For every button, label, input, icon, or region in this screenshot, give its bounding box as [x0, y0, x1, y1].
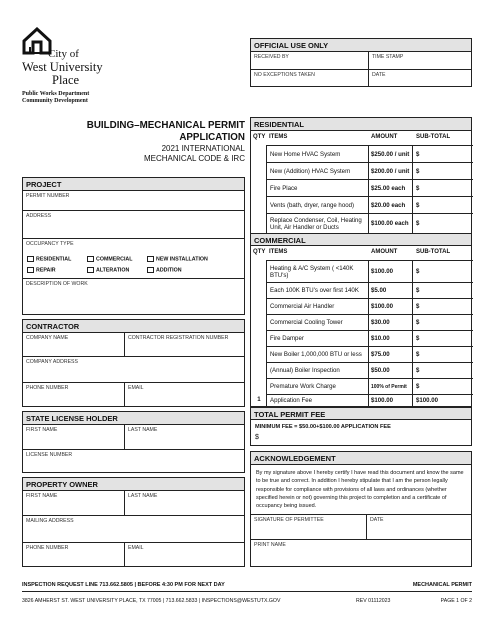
- amount-cell: 100% of Permit: [369, 378, 413, 394]
- license-first-name-label: FIRST NAME: [26, 427, 58, 433]
- subtitle-line2: MECHANICAL CODE & IRC: [143, 154, 245, 163]
- owner-email-label: EMAIL: [128, 545, 144, 551]
- registration-field[interactable]: [125, 333, 244, 357]
- company-name-field[interactable]: [23, 333, 125, 357]
- mailing-address-field[interactable]: [23, 516, 244, 543]
- residential-title: RESIDENTIAL: [251, 118, 471, 131]
- new-installation-option-label: NEW INSTALLATION: [156, 256, 208, 263]
- residential-option-label: RESIDENTIAL: [36, 256, 72, 263]
- residential-amount-header: AMOUNT: [371, 134, 398, 140]
- repair-option-label: REPAIR: [36, 267, 56, 274]
- license-holder-title: STATE LICENSE HOLDER: [23, 412, 244, 425]
- item-cell: Commercial Cooling Tower: [266, 314, 369, 330]
- subtotal-cell[interactable]: $: [413, 282, 473, 298]
- acknowledgement-text: By my signature above I hereby certify I have read this document and know the same to be true and correct. In addition I hereby stipulate that I am the person legally responsible for compliance with provisions of all laws and ordinances (whether specified herein or not) governing this project to completion and a certificate of occupancy being issued.: [256, 470, 464, 510]
- addition-option-label: ADDITION: [156, 267, 182, 274]
- checkbox-icon: [87, 267, 94, 273]
- subtotal-cell[interactable]: $: [413, 260, 473, 282]
- total-fee-title: TOTAL PERMIT FEE: [251, 407, 471, 420]
- commercial-row: [251, 378, 471, 394]
- owner-first-name-field[interactable]: [23, 491, 125, 516]
- checkbox-icon: [87, 256, 94, 262]
- subtotal-cell[interactable]: $: [413, 213, 473, 233]
- form-title: [60, 120, 245, 164]
- alteration-option-label: ALTERATION: [96, 267, 130, 274]
- amount-cell: $20.00 each: [369, 196, 413, 213]
- description-label: DESCRIPTION OF WORK: [26, 281, 88, 287]
- item-cell: Fire Place: [266, 179, 369, 196]
- residential-qty-header: QTY: [253, 134, 266, 140]
- item-cell: New Home HVAC System: [266, 145, 369, 162]
- project-section: [22, 177, 245, 315]
- amount-cell: $30.00: [369, 314, 413, 330]
- license-number-field[interactable]: [23, 450, 244, 472]
- repair-checkbox[interactable]: [27, 267, 56, 274]
- item-cell: Vents (bath, dryer, range hood): [266, 196, 369, 213]
- ack-date-field[interactable]: [367, 514, 471, 540]
- subtotal-cell[interactable]: $: [413, 162, 473, 179]
- official-date-cell: [369, 70, 471, 86]
- residential-row: [251, 162, 471, 179]
- total-fee-section: [250, 407, 472, 446]
- amount-cell: $25.00 each: [369, 179, 413, 196]
- amount-cell: $200.00 / unit: [369, 162, 413, 179]
- address-field[interactable]: [23, 211, 244, 239]
- contractor-email-label: EMAIL: [128, 385, 144, 391]
- subtotal-cell[interactable]: $: [413, 378, 473, 394]
- commercial-row: [251, 314, 471, 330]
- item-cell: Application Fee: [266, 394, 369, 406]
- item-cell: New (Addition) HVAC System: [266, 162, 369, 179]
- item-cell: Commercial Air Handler: [266, 298, 369, 314]
- org-line1: City of: [48, 48, 79, 60]
- time-stamp-label: TIME STAMP: [372, 54, 404, 60]
- contractor-section: [22, 319, 245, 407]
- amount-cell: $250.00 / unit: [369, 145, 413, 162]
- checkbox-icon: [147, 256, 154, 262]
- subtotal-cell[interactable]: $: [413, 179, 473, 196]
- license-holder-section: [22, 411, 245, 473]
- company-address-label: COMPANY ADDRESS: [26, 359, 78, 365]
- print-name-label: PRINT NAME: [254, 542, 286, 548]
- commercial-checkbox[interactable]: [87, 256, 133, 263]
- company-address-field[interactable]: [23, 357, 244, 383]
- commercial-option-label: COMMERCIAL: [96, 256, 133, 263]
- residential-checkbox[interactable]: [27, 256, 71, 263]
- checkbox-icon: [147, 267, 154, 273]
- permit-number-field[interactable]: [23, 191, 244, 211]
- inspection-line: INSPECTION REQUEST LINE 713.662.5805 | BEFORE 4:30 PM FOR NEXT DAY: [22, 582, 225, 588]
- no-exceptions-cell: [251, 70, 369, 86]
- item-cell: Each 100K BTU's over first 140K: [266, 282, 369, 298]
- subtotal-cell[interactable]: $: [413, 314, 473, 330]
- commercial-amount-header: AMOUNT: [371, 249, 398, 255]
- amount-cell: $50.00: [369, 362, 413, 378]
- amount-cell: $75.00: [369, 346, 413, 362]
- amount-cell: $100.00: [369, 298, 413, 314]
- subtotal-cell[interactable]: $: [413, 196, 473, 213]
- subtotal-cell[interactable]: $: [413, 362, 473, 378]
- commercial-qty-header: QTY: [253, 249, 266, 255]
- amount-cell: $100.00: [369, 260, 413, 282]
- title-line2: APPLICATION: [179, 132, 245, 143]
- acknowledgement-section: [250, 451, 472, 567]
- item-cell: Premature Work Charge: [266, 378, 369, 394]
- total-fee-field[interactable]: $: [255, 434, 259, 441]
- residential-row: [251, 145, 471, 162]
- commercial-items-header: ITEMS: [269, 249, 288, 255]
- acknowledgement-title: ACKNOWLEDGEMENT: [251, 452, 471, 465]
- item-cell: Heating & A/C System ( <140K BTU's): [266, 260, 369, 282]
- contractor-phone-field[interactable]: [23, 383, 125, 406]
- amount-cell: $100.00 each: [369, 213, 413, 233]
- owner-phone-field[interactable]: [23, 543, 125, 566]
- org-line2: West University: [22, 60, 103, 74]
- commercial-row: [251, 260, 471, 282]
- property-owner-title: PROPERTY OWNER: [23, 478, 244, 491]
- subtotal-cell: $100.00: [413, 394, 473, 406]
- qty-cell[interactable]: 1: [257, 396, 261, 403]
- amount-cell: $10.00: [369, 330, 413, 346]
- department: [22, 91, 89, 105]
- form-name: MECHANICAL PERMIT: [412, 582, 472, 588]
- residential-subtotal-header: SUB-TOTAL: [416, 134, 451, 140]
- company-name-label: COMPANY NAME: [26, 335, 69, 341]
- owner-last-name-field[interactable]: [125, 491, 244, 516]
- license-last-name-field[interactable]: [125, 425, 244, 450]
- subtotal-cell[interactable]: $: [413, 298, 473, 314]
- commercial-row: [251, 298, 471, 314]
- mailing-address-label: MAILING ADDRESS: [26, 518, 74, 524]
- signature-label: SIGNATURE OF PERMITTEE: [254, 517, 324, 523]
- item-cell: New Boiler 1,000,000 BTU or less: [266, 346, 369, 362]
- fee-schedule: [250, 117, 472, 407]
- revision: REV 01112023: [356, 598, 391, 604]
- license-first-name-field[interactable]: [23, 425, 125, 450]
- owner-last-name-label: LAST NAME: [128, 493, 158, 499]
- amount-cell: $5.00: [369, 282, 413, 298]
- owner-email-field[interactable]: [125, 543, 244, 566]
- print-name-field[interactable]: [251, 540, 471, 566]
- commercial-row: [251, 282, 471, 298]
- address-label: ADDRESS: [26, 213, 52, 219]
- residential-items-header: ITEMS: [269, 134, 288, 140]
- subtitle-line1: 2021 INTERNATIONAL: [161, 144, 245, 153]
- received-by-label: RECEIVED BY: [254, 54, 289, 60]
- license-last-name-label: LAST NAME: [128, 427, 158, 433]
- owner-first-name-label: FIRST NAME: [26, 493, 58, 499]
- property-owner-section: [22, 477, 245, 567]
- owner-phone-label: PHONE NUMBER: [26, 545, 69, 551]
- dept-line2: Community Development: [22, 98, 88, 104]
- commercial-row: [251, 346, 471, 362]
- time-stamp-cell: [369, 52, 471, 70]
- description-field[interactable]: [23, 279, 244, 314]
- dept-line1: Public Works Department: [22, 91, 90, 97]
- footer-divider: [22, 591, 472, 592]
- signature-field[interactable]: [251, 514, 367, 540]
- official-date-label: DATE: [372, 72, 386, 78]
- official-use-title: OFFICIAL USE ONLY: [251, 39, 471, 52]
- new-installation-checkbox[interactable]: [147, 256, 208, 263]
- contractor-email-field[interactable]: [125, 383, 244, 406]
- occupancy-type-group: [23, 239, 244, 279]
- contractor-phone-label: PHONE NUMBER: [26, 385, 69, 391]
- license-number-label: LICENSE NUMBER: [26, 452, 73, 458]
- official-use-box: [250, 38, 472, 87]
- item-cell: (Annual) Boiler Inspection: [266, 362, 369, 378]
- addition-checkbox[interactable]: [147, 267, 182, 274]
- subtotal-cell[interactable]: $: [413, 145, 473, 162]
- received-by-cell: [251, 52, 369, 70]
- alteration-checkbox[interactable]: [87, 267, 129, 274]
- residential-row: [251, 196, 471, 213]
- footer-address: 3826 AMHERST ST. WEST UNIVERSITY PLACE, TX 77005 | 713.662.5833 | INSPECTIONS@WESTUTX.GOV: [22, 598, 281, 604]
- contractor-title: CONTRACTOR: [23, 320, 244, 333]
- commercial-subtotal-header: SUB-TOTAL: [416, 249, 451, 255]
- checkbox-icon: [27, 256, 34, 262]
- commercial-row: [251, 330, 471, 346]
- residential-row: [251, 213, 471, 233]
- item-cell: Fire Damper: [266, 330, 369, 346]
- subtotal-cell[interactable]: $: [413, 346, 473, 362]
- project-title: PROJECT: [23, 178, 244, 191]
- title-line1: BUILDING–MECHANICAL PERMIT: [86, 120, 245, 131]
- item-cell: Replace Condenser, Coil, Heating Unit, Air Handler or Ducts: [266, 213, 369, 233]
- permit-number-label: PERMIT NUMBER: [26, 193, 70, 199]
- subtotal-cell[interactable]: $: [413, 330, 473, 346]
- minimum-fee-note: MINIMUM FEE = $50.00+$100.00 APPLICATION FEE: [255, 424, 391, 430]
- commercial-row: [251, 394, 471, 406]
- checkbox-icon: [27, 267, 34, 273]
- commercial-row: [251, 362, 471, 378]
- residential-row: [251, 179, 471, 196]
- org-line3: Place: [52, 73, 80, 87]
- registration-label: CONTRACTOR REGISTRATION NUMBER: [128, 335, 229, 341]
- no-exceptions-label: NO EXCEPTIONS TAKEN: [254, 72, 315, 78]
- amount-cell: $100.00: [369, 394, 413, 406]
- page-number: PAGE 1 OF 2: [440, 598, 472, 604]
- occupancy-type-label: OCCUPANCY TYPE: [26, 241, 74, 247]
- commercial-title: COMMERCIAL: [251, 233, 471, 246]
- ack-date-label: DATE: [370, 517, 384, 523]
